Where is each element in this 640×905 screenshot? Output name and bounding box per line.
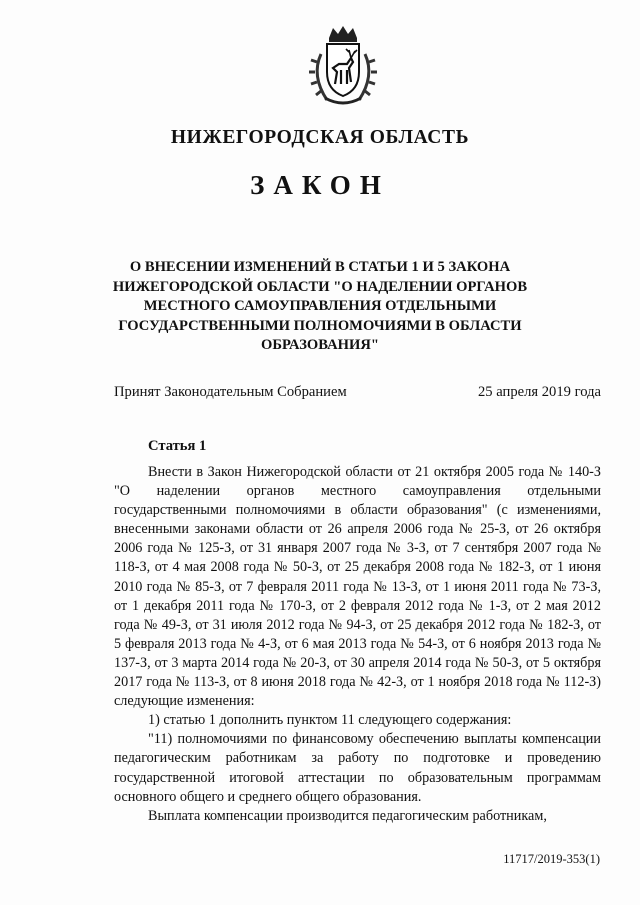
paragraph: Выплата компенсации производится педагогическим работникам, [148,807,547,824]
document-type: ЗАКОН [250,170,390,200]
law-title-line: О ВНЕСЕНИИ ИЗМЕНЕНИЙ В СТАТЬИ 1 И 5 ЗАКОНА [129,259,511,275]
law-title-line: ОБРАЗОВАНИЯ" [261,337,379,353]
paragraph: 1) статью 1 дополнить пунктом 11 следующего содержания: [148,712,512,729]
article-body [114,463,601,826]
law-title-line: МЕСТНОГО САМОУПРАВЛЕНИЯ ОТДЕЛЬНЫМИ [143,298,497,314]
region-name: НИЖЕГОРОДСКАЯ ОБЛАСТЬ [170,127,470,148]
adoption-date: 25 апреля 2019 года [478,384,601,400]
paragraph: Внести в Закон Нижегородской области от 21 октября 2005 года № 140-З "О наделении органов местного самоуправления отдельными государственными полномочиями в области образования" (с изменениями, внесенными законами области от 26 апреля 2006 года № 25-З, от 26 октября 2006 года № 125-З, от 31 января 2007 года № 3-З, от 7 сентября 2007 года № 118-З, от 4 мая 2008 года № 50-З, от 25 декабря 2008 года № 182-З, от 1 июня 2010 года № 85-З, от 7 февраля 2011 года № 13-З, от 1 июня 2011 года № 73-З, от 1 декабря 2011 года № 170-З, от 2 февраля 2012 года № 1-З, от 2 мая 2012 года № 49-З, от 31 июля 2012 года № 94-З, от 25 декабря 2012 года № 182-З, от 5 февраля 2013 года № 4-З, от 6 мая 2013 года № 54-З, от 6 ноября 2013 года № 137-З, от 3 марта 2014 года № 20-З, от 30 апреля 2014 года № 50-З, от 5 октября 2017 года № 113-З, от 8 июня 2018 года № 42-З, от 1 ноября 2018 года № 112-З) следующие изменения: [114,464,601,710]
law-title-line: ГОСУДАРСТВЕННЫМИ ПОЛНОМОЧИЯМИ В ОБЛАСТИ [118,317,522,334]
law-title-line: НИЖЕГОРОДСКОЙ ОБЛАСТИ "О НАДЕЛЕНИИ ОРГАНОВ [112,278,528,295]
paragraph: "11) полномочиями по финансовому обеспечению выплаты компенсации педагогическим работникам за работу по подготовке и проведению государственной итоговой аттестации по образовательным программам основного общего и среднего общего образования. [114,731,601,805]
coat-of-arms-icon [307,24,379,108]
adoption-label: Принят Законодательным Собранием [114,384,347,400]
article-heading: Статья 1 [148,438,207,454]
document-number: 11717/2019-353(1) [503,852,600,866]
adoption-line [114,384,601,401]
law-title [110,258,530,356]
